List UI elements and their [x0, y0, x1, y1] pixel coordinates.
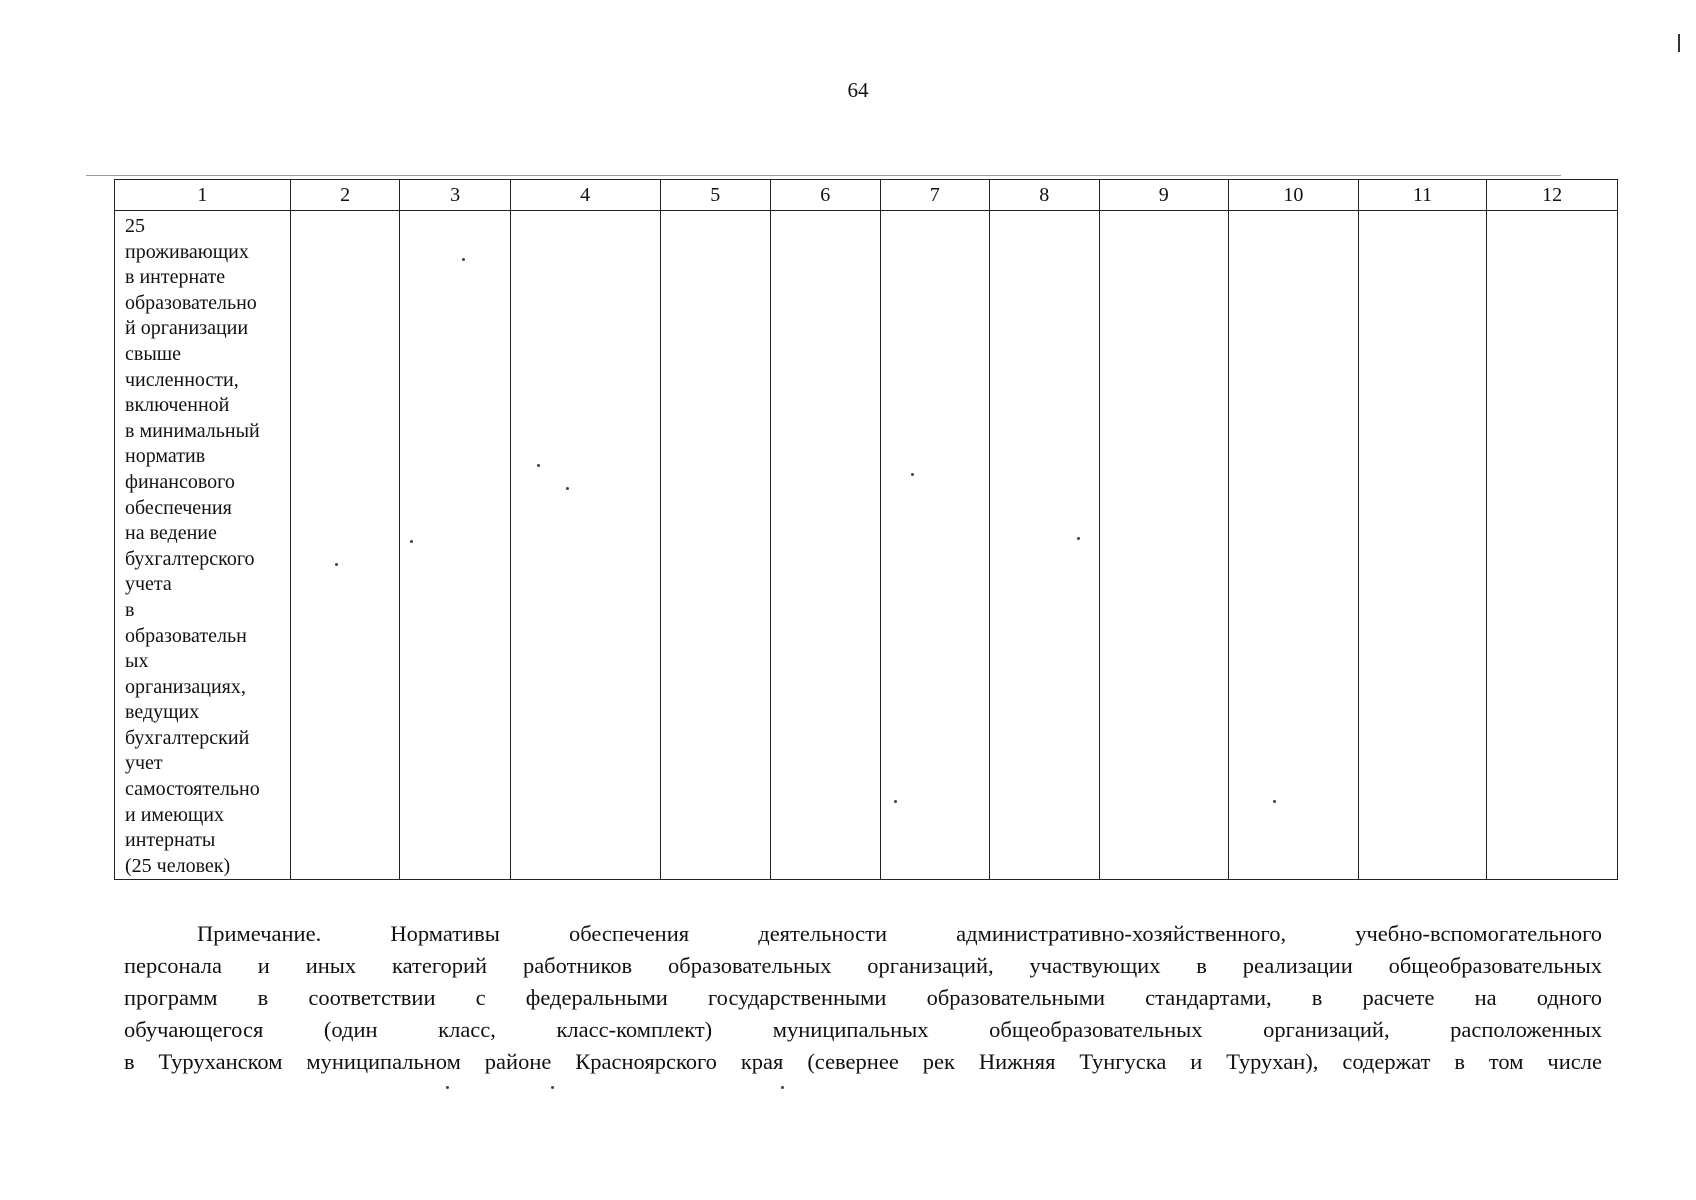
- row-label-line: и имеющих: [125, 803, 224, 826]
- row-label-line: организациях,: [125, 675, 246, 698]
- row-label-line: й организации: [125, 317, 249, 340]
- table-cell-col-12: [1487, 211, 1618, 880]
- row-label-cell: [115, 211, 291, 880]
- row-label-line: численности,: [125, 368, 239, 391]
- scan-speck: [551, 1086, 554, 1089]
- row-label-line: в интернате: [125, 266, 226, 289]
- note-line: в Туруханском муниципальном районе Красноярского края (севернее рек Нижняя Тунгуска и Турухан), содержат в том числе: [124, 1049, 1602, 1074]
- scan-speck: [462, 258, 465, 261]
- row-label-line: образовательно: [125, 291, 257, 314]
- column-header-5: 5: [660, 180, 771, 211]
- note-line: Примечание. Нормативы обеспечения деятельности административно-хозяйственного, учебно-вспомогательного: [197, 921, 1602, 946]
- table-cell-col-6: [771, 211, 881, 880]
- row-label-line: 25: [125, 215, 145, 237]
- table-cell-col-5: [660, 211, 771, 880]
- column-header-6: 6: [771, 180, 881, 211]
- table-cell-col-10: [1229, 211, 1359, 880]
- row-label-line: включенной: [125, 394, 230, 417]
- scan-speck: [446, 1086, 449, 1089]
- norms-table: [114, 179, 1618, 880]
- row-label-line: ых: [125, 650, 149, 673]
- row-label-line: бухгалтерского: [125, 547, 255, 570]
- row-label-line: учет: [125, 752, 163, 775]
- scan-speck: [894, 800, 897, 803]
- column-header-1: 1: [115, 180, 291, 211]
- scan-speck: [566, 487, 569, 490]
- row-label-line: интернаты: [125, 829, 216, 852]
- row-label-line: ведущих: [125, 701, 200, 724]
- note-line: программ в соответствии с федеральными государственными образовательными стандартами, в расчете на одного: [124, 985, 1602, 1010]
- note-line: персонала и иных категорий работников образовательных организаций, участвующих в реализации общеобразовательных: [124, 953, 1602, 978]
- column-header-3: 3: [400, 180, 511, 211]
- column-header-10: 10: [1229, 180, 1359, 211]
- row-label-line: (25 человек): [125, 854, 231, 877]
- scan-speck: [911, 473, 914, 476]
- header-row: [115, 180, 1618, 211]
- table-cell-col-2: [290, 211, 400, 880]
- row-label-line: обеспечения: [125, 496, 232, 519]
- column-header-11: 11: [1358, 180, 1487, 211]
- row-label-line: бухгалтерский: [125, 726, 250, 749]
- top-rule: [86, 175, 1561, 176]
- table-cell-col-7: [880, 211, 990, 880]
- row-label-line: на ведение: [125, 522, 217, 545]
- note-paragraph: [124, 918, 1602, 1078]
- row-label-line: учета: [125, 573, 172, 596]
- row-label-line: самостоятельно: [125, 778, 260, 801]
- margin-mark: [1678, 34, 1680, 52]
- column-header-4: 4: [510, 180, 660, 211]
- scan-speck: [410, 540, 413, 543]
- scan-speck: [335, 563, 338, 566]
- row-label-line: проживающих: [125, 240, 249, 263]
- row-label: [115, 211, 290, 879]
- table-cell-col-4: [510, 211, 660, 880]
- scan-speck: [1273, 800, 1276, 803]
- column-header-12: 12: [1487, 180, 1618, 211]
- row-label-line: свыше: [125, 342, 182, 365]
- scan-speck: [537, 464, 540, 467]
- column-header-7: 7: [880, 180, 990, 211]
- table-cell-col-11: [1358, 211, 1487, 880]
- table-cell-col-8: [990, 211, 1100, 880]
- column-header-9: 9: [1099, 180, 1229, 211]
- scan-speck: [781, 1086, 784, 1089]
- note-line: обучающегося (один класс, класс-комплект) муниципальных общеобразовательных организаций, расположенных: [124, 1017, 1602, 1042]
- row-label-line: финансового: [125, 470, 235, 493]
- row-label-line: в минимальный: [125, 419, 260, 442]
- row-label-line: в: [125, 598, 135, 621]
- table-row: [115, 211, 1618, 880]
- table-cell-col-3: [400, 211, 511, 880]
- table-cell-col-9: [1099, 211, 1229, 880]
- column-header-8: 8: [990, 180, 1100, 211]
- column-header-2: 2: [290, 180, 400, 211]
- scan-speck: [1077, 537, 1080, 540]
- row-label-line: норматив: [125, 445, 206, 468]
- page-number: 64: [847, 78, 869, 102]
- row-label-line: образовательн: [125, 624, 247, 647]
